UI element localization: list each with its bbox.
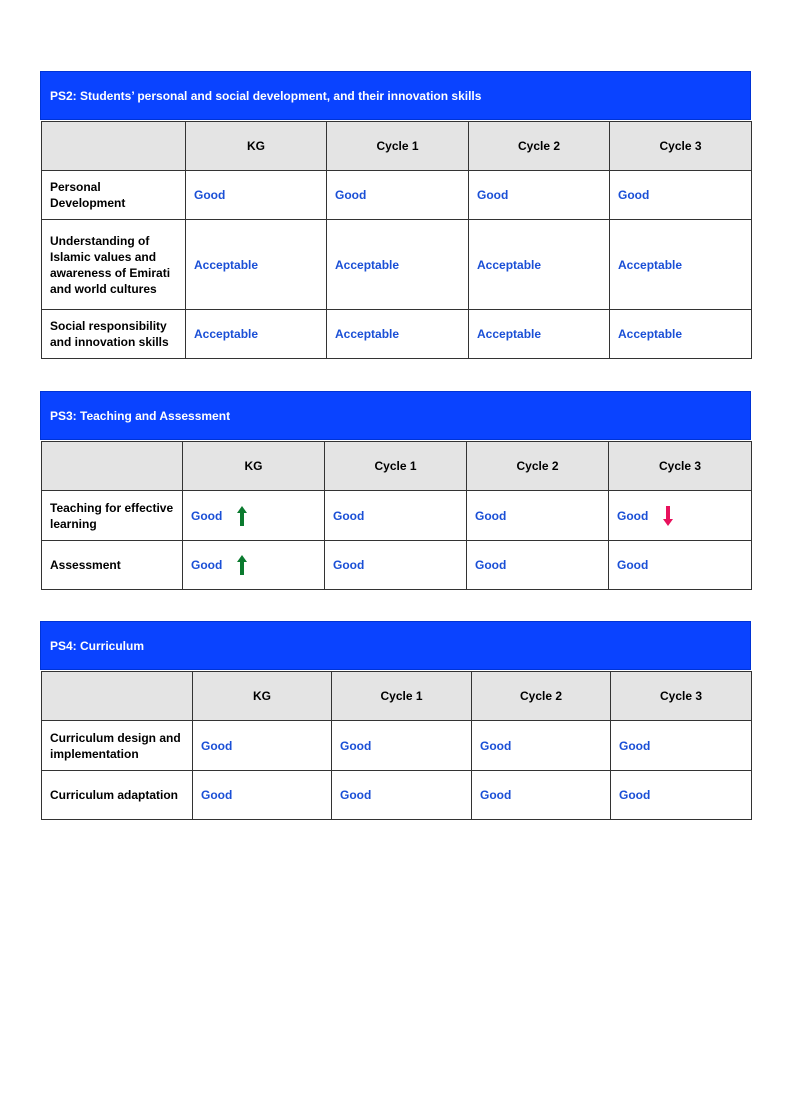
ps2-col-cycle3: Cycle 3 (610, 122, 752, 171)
arrow-down-icon (662, 505, 674, 527)
ps4-table (41, 671, 752, 820)
row-label: Understanding of Islamic values and awareness of Emirati and world cultures (42, 220, 186, 310)
ps2-col-cycle2: Cycle 2 (469, 122, 610, 171)
ps3-title: PS3: Teaching and Assessment (40, 391, 751, 440)
ps4-header-row (42, 672, 752, 721)
ps2-col-cycle1: Cycle 1 (327, 122, 469, 171)
ps3-section (40, 391, 751, 590)
arrow-up-icon (236, 554, 248, 576)
ps4-corner-cell (42, 672, 193, 721)
rating-cell: Good (325, 491, 467, 541)
ps4-col-cycle2: Cycle 2 (472, 672, 611, 721)
rating-cell: Good (193, 771, 332, 820)
rating-cell (183, 541, 325, 590)
rating-cell: Good (325, 541, 467, 590)
rating-cell: Good (469, 171, 610, 220)
rating-cell (183, 491, 325, 541)
ps3-table (41, 441, 752, 590)
rating-cell: Good (609, 541, 752, 590)
table-row (42, 171, 752, 220)
rating-value: Good (191, 558, 223, 572)
table-row (42, 771, 752, 820)
rating-cell: Acceptable (327, 220, 469, 310)
ps3-col-cycle3: Cycle 3 (609, 442, 752, 491)
ps3-col-kg: KG (183, 442, 325, 491)
rating-cell: Acceptable (469, 220, 610, 310)
rating-cell: Acceptable (327, 310, 469, 359)
row-label: Teaching for effective learning (42, 491, 183, 541)
rating-cell: Good (193, 721, 332, 771)
table-row (42, 721, 752, 771)
rating-cell: Acceptable (186, 220, 327, 310)
rating-cell: Good (467, 541, 609, 590)
table-row (42, 541, 752, 590)
rating-cell: Good (467, 491, 609, 541)
rating-cell: Acceptable (610, 220, 752, 310)
ps3-col-cycle2: Cycle 2 (467, 442, 609, 491)
ps3-col-cycle1: Cycle 1 (325, 442, 467, 491)
ps2-table (41, 121, 752, 359)
ps3-corner-cell (42, 442, 183, 491)
ps4-section (40, 621, 751, 820)
ps4-title: PS4: Curriculum (40, 621, 751, 670)
rating-cell: Acceptable (610, 310, 752, 359)
table-row (42, 491, 752, 541)
rating-cell: Good (610, 171, 752, 220)
rating-cell: Good (472, 721, 611, 771)
rating-cell: Good (327, 171, 469, 220)
row-label: Curriculum design and implementation (42, 721, 193, 771)
rating-cell: Good (186, 171, 327, 220)
rating-cell: Good (611, 771, 752, 820)
table-row (42, 220, 752, 310)
row-label: Personal Development (42, 171, 186, 220)
rating-value: Good (191, 508, 223, 523)
row-label: Social responsibility and innovation skills (42, 310, 186, 359)
ps2-corner-cell (42, 122, 186, 171)
ps4-col-kg: KG (193, 672, 332, 721)
ps2-section (40, 71, 751, 359)
arrow-up-icon (236, 505, 248, 527)
rating-cell: Good (472, 771, 611, 820)
ps4-col-cycle3: Cycle 3 (611, 672, 752, 721)
ps2-col-kg: KG (186, 122, 327, 171)
table-row (42, 310, 752, 359)
row-label: Assessment (42, 541, 183, 590)
rating-cell (609, 491, 752, 541)
ps3-header-row (42, 442, 752, 491)
ps2-header-row (42, 122, 752, 171)
rating-cell: Good (611, 721, 752, 771)
rating-cell: Acceptable (469, 310, 610, 359)
ps2-title: PS2: Students’ personal and social development, and their innovation skills (40, 71, 751, 120)
rating-cell: Acceptable (186, 310, 327, 359)
rating-cell: Good (332, 721, 472, 771)
rating-value: Good (617, 508, 649, 523)
rating-cell: Good (332, 771, 472, 820)
row-label: Curriculum adaptation (42, 771, 193, 820)
ps4-col-cycle1: Cycle 1 (332, 672, 472, 721)
